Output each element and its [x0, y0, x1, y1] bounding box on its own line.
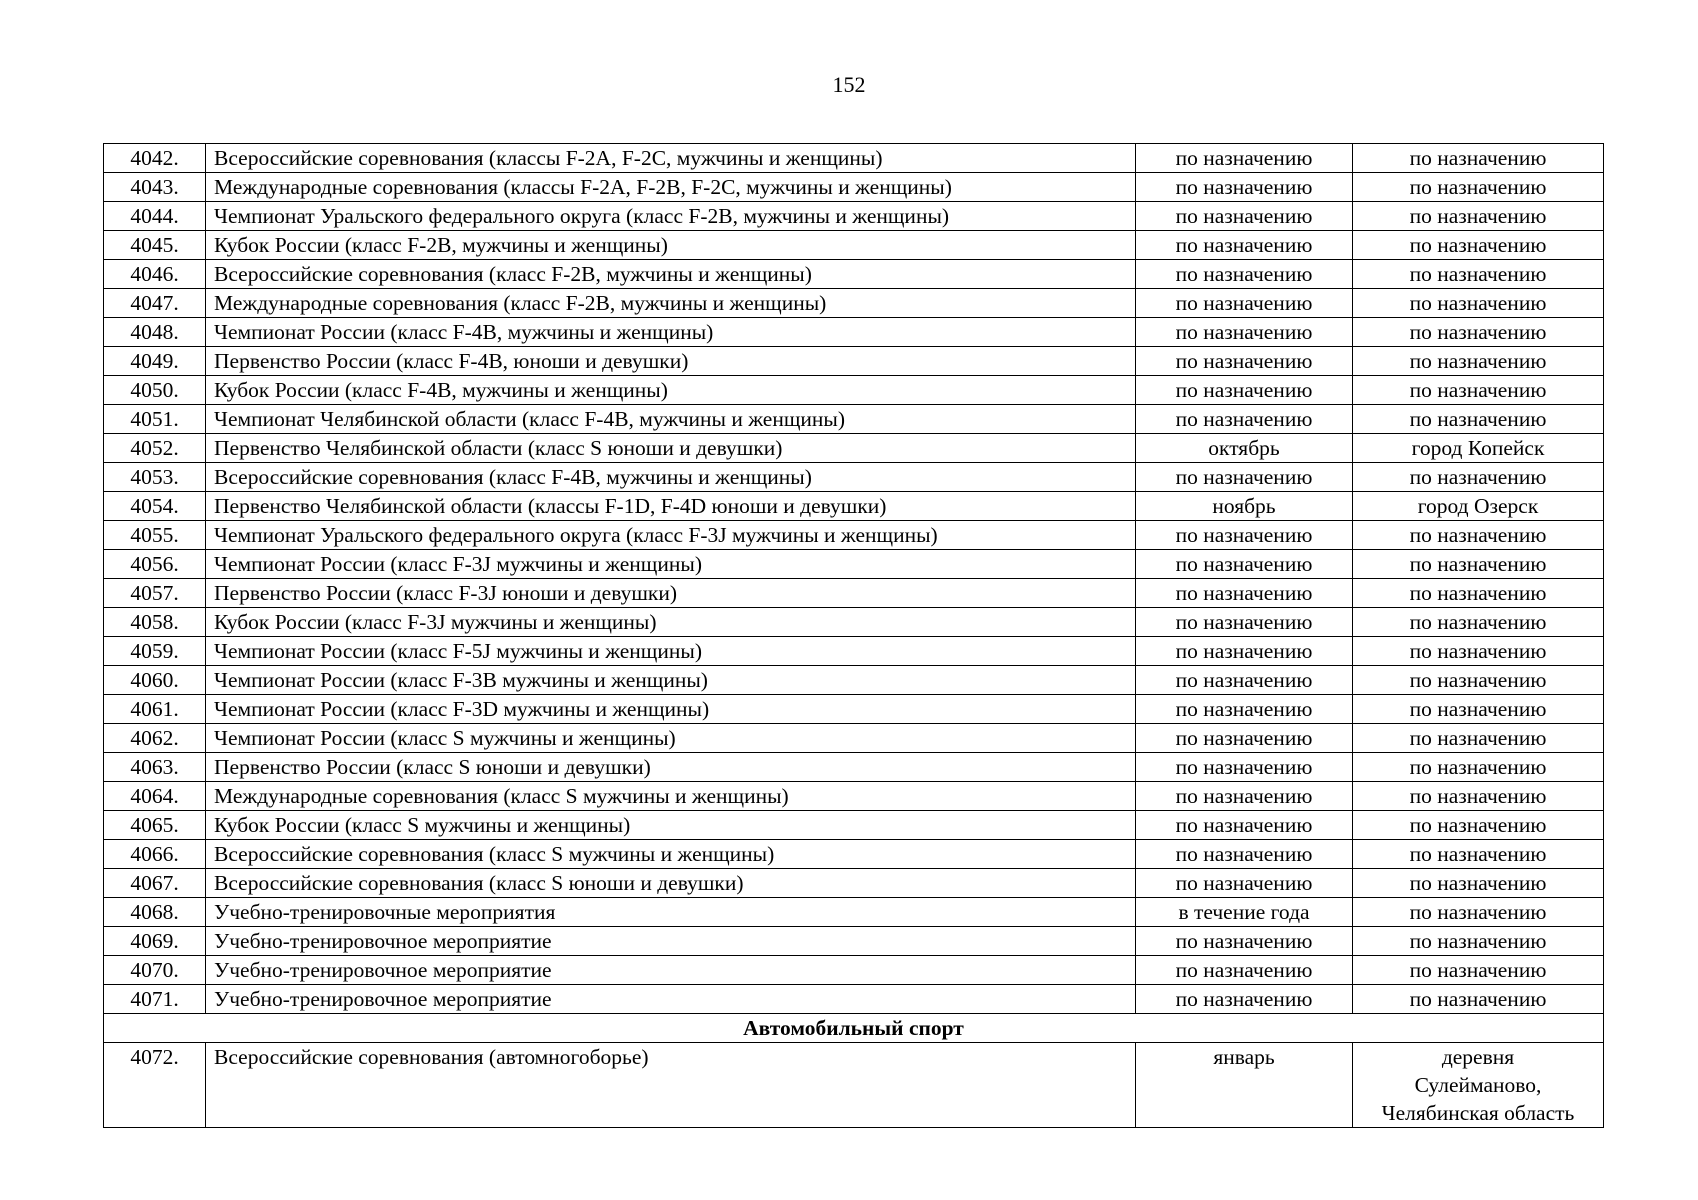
row-number: 4048. [104, 318, 206, 347]
event-place: по назначению [1353, 550, 1604, 579]
table-row [104, 579, 1604, 608]
row-number: 4046. [104, 260, 206, 289]
event-place: по назначению [1353, 521, 1604, 550]
event-name: Учебно-тренировочное мероприятие [206, 985, 1136, 1014]
event-date: по назначению [1136, 927, 1353, 956]
table-row [104, 260, 1604, 289]
event-date: по назначению [1136, 724, 1353, 753]
row-number: 4058. [104, 608, 206, 637]
event-place: по назначению [1353, 724, 1604, 753]
event-date: по назначению [1136, 985, 1353, 1014]
table-row [104, 637, 1604, 666]
row-number: 4054. [104, 492, 206, 521]
table-row [104, 434, 1604, 463]
event-date: по назначению [1136, 782, 1353, 811]
row-number: 4049. [104, 347, 206, 376]
table-row [104, 898, 1604, 927]
event-date: по назначению [1136, 637, 1353, 666]
row-number: 4053. [104, 463, 206, 492]
section-title: Автомобильный спорт [104, 1014, 1604, 1043]
event-name: Чемпионат Уральского федерального округа (класс F-3J мужчины и женщины) [206, 521, 1136, 550]
event-date: в течение года [1136, 898, 1353, 927]
event-date: по назначению [1136, 144, 1353, 173]
table-row [104, 927, 1604, 956]
row-number: 4062. [104, 724, 206, 753]
event-name: Чемпионат России (класс F-3J мужчины и женщины) [206, 550, 1136, 579]
table-row [104, 985, 1604, 1014]
event-date: по назначению [1136, 463, 1353, 492]
row-number: 4050. [104, 376, 206, 405]
event-place: город Копейск [1353, 434, 1604, 463]
section-body [104, 1014, 1604, 1128]
table-row [104, 231, 1604, 260]
event-date: по назначению [1136, 550, 1353, 579]
event-place: по назначению [1353, 608, 1604, 637]
event-name: Всероссийские соревнования (автомногоборье) [206, 1043, 1136, 1128]
row-number: 4059. [104, 637, 206, 666]
table-row [104, 550, 1604, 579]
table-row [104, 1043, 1604, 1128]
row-number: 4072. [104, 1043, 206, 1128]
event-place: по назначению [1353, 782, 1604, 811]
row-number: 4042. [104, 144, 206, 173]
row-number: 4047. [104, 289, 206, 318]
event-place: по назначению [1353, 347, 1604, 376]
event-name: Международные соревнования (класс F-2B, мужчины и женщины) [206, 289, 1136, 318]
event-name: Чемпионат России (класс F-3D мужчины и женщины) [206, 695, 1136, 724]
event-place: по назначению [1353, 405, 1604, 434]
table-row [104, 666, 1604, 695]
event-place: по назначению [1353, 695, 1604, 724]
row-number: 4060. [104, 666, 206, 695]
event-place: по назначению [1353, 898, 1604, 927]
event-name: Чемпионат России (класс F-3B мужчины и женщины) [206, 666, 1136, 695]
event-place-line: Челябинская область [1381, 1101, 1575, 1125]
event-date: по назначению [1136, 608, 1353, 637]
table-row [104, 202, 1604, 231]
row-number: 4055. [104, 521, 206, 550]
event-date: по назначению [1136, 347, 1353, 376]
table-row [104, 608, 1604, 637]
page-number: 152 [832, 72, 866, 97]
event-place: по назначению [1353, 376, 1604, 405]
section-header-row [104, 1014, 1604, 1043]
event-place: по назначению [1353, 985, 1604, 1014]
event-name: Первенство Челябинской области (класс S юноши и девушки) [206, 434, 1136, 463]
row-number: 4068. [104, 898, 206, 927]
event-place-line: деревня [1441, 1045, 1515, 1069]
row-number: 4064. [104, 782, 206, 811]
events-table [103, 143, 1604, 1128]
event-name: Учебно-тренировочное мероприятие [206, 927, 1136, 956]
event-name: Всероссийские соревнования (класс F-2B, мужчины и женщины) [206, 260, 1136, 289]
row-number: 4071. [104, 985, 206, 1014]
table-row [104, 840, 1604, 869]
table-row [104, 782, 1604, 811]
event-name: Первенство России (класс F-4B, юноши и девушки) [206, 347, 1136, 376]
event-date: по назначению [1136, 666, 1353, 695]
row-number: 4043. [104, 173, 206, 202]
event-name: Кубок России (класс F-4B, мужчины и женщины) [206, 376, 1136, 405]
row-number: 4052. [104, 434, 206, 463]
event-place: по назначению [1353, 579, 1604, 608]
event-date: по назначению [1136, 202, 1353, 231]
event-place: по назначению [1353, 869, 1604, 898]
table-row [104, 811, 1604, 840]
table-row [104, 753, 1604, 782]
table-row [104, 521, 1604, 550]
table-row [104, 144, 1604, 173]
event-date: по назначению [1136, 840, 1353, 869]
event-date: ноябрь [1136, 492, 1353, 521]
row-number: 4051. [104, 405, 206, 434]
event-place: по назначению [1353, 840, 1604, 869]
event-name: Всероссийские соревнования (класс S мужчины и женщины) [206, 840, 1136, 869]
event-name: Кубок России (класс F-3J мужчины и женщины) [206, 608, 1136, 637]
event-place: по назначению [1353, 463, 1604, 492]
event-date: октябрь [1136, 434, 1353, 463]
event-date: по назначению [1136, 811, 1353, 840]
table-row [104, 956, 1604, 985]
table-row [104, 405, 1604, 434]
event-place: по назначению [1353, 144, 1604, 173]
event-date: по назначению [1136, 260, 1353, 289]
table-row [104, 376, 1604, 405]
table-row [104, 289, 1604, 318]
event-date: по назначению [1136, 579, 1353, 608]
table-row [104, 347, 1604, 376]
event-name: Кубок России (класс F-2B, мужчины и женщины) [206, 231, 1136, 260]
event-place: по назначению [1353, 231, 1604, 260]
row-number: 4044. [104, 202, 206, 231]
event-name: Первенство России (класс F-3J юноши и девушки) [206, 579, 1136, 608]
event-date: по назначению [1136, 231, 1353, 260]
event-place: по назначению [1353, 202, 1604, 231]
row-number: 4067. [104, 869, 206, 898]
event-date: по назначению [1136, 376, 1353, 405]
event-place: город Озерск [1353, 492, 1604, 521]
event-name: Первенство Челябинской области (классы F-1D, F-4D юноши и девушки) [206, 492, 1136, 521]
events-table-body [104, 144, 1604, 1014]
table-row [104, 492, 1604, 521]
table-row [104, 695, 1604, 724]
event-date: по назначению [1136, 289, 1353, 318]
event-place: по назначению [1353, 927, 1604, 956]
table-row [104, 463, 1604, 492]
event-date: по назначению [1136, 405, 1353, 434]
row-number: 4063. [104, 753, 206, 782]
event-place: по назначению [1353, 637, 1604, 666]
event-date: по назначению [1136, 521, 1353, 550]
event-name: Первенство России (класс S юноши и девушки) [206, 753, 1136, 782]
event-name: Чемпионат России (класс F-4B, мужчины и женщины) [206, 318, 1136, 347]
event-date: по назначению [1136, 753, 1353, 782]
table-row [104, 173, 1604, 202]
row-number: 4069. [104, 927, 206, 956]
event-name: Международные соревнования (класс S мужчины и женщины) [206, 782, 1136, 811]
event-name: Международные соревнования (классы F-2A, F-2B, F-2C, мужчины и женщины) [206, 173, 1136, 202]
row-number: 4066. [104, 840, 206, 869]
event-date: по назначению [1136, 695, 1353, 724]
table-row [104, 318, 1604, 347]
row-number: 4045. [104, 231, 206, 260]
event-name: Чемпионат России (класс F-5J мужчины и женщины) [206, 637, 1136, 666]
event-place: по назначению [1353, 956, 1604, 985]
row-number: 4057. [104, 579, 206, 608]
event-date: январь [1136, 1043, 1353, 1128]
event-date: по назначению [1136, 318, 1353, 347]
event-place: по назначению [1353, 318, 1604, 347]
event-place [1353, 1043, 1604, 1128]
event-date: по назначению [1136, 173, 1353, 202]
event-name: Всероссийские соревнования (класс S юноши и девушки) [206, 869, 1136, 898]
table-row [104, 724, 1604, 753]
event-name: Учебно-тренировочные мероприятия [206, 898, 1136, 927]
event-name: Чемпионат России (класс S мужчины и женщины) [206, 724, 1136, 753]
event-name: Учебно-тренировочное мероприятие [206, 956, 1136, 985]
event-date: по назначению [1136, 956, 1353, 985]
event-place: по назначению [1353, 289, 1604, 318]
event-name: Всероссийские соревнования (классы F-2A, F-2C, мужчины и женщины) [206, 144, 1136, 173]
event-name: Кубок России (класс S мужчины и женщины) [206, 811, 1136, 840]
event-place: по назначению [1353, 753, 1604, 782]
row-number: 4065. [104, 811, 206, 840]
event-place: по назначению [1353, 260, 1604, 289]
row-number: 4061. [104, 695, 206, 724]
event-name: Чемпионат Уральского федерального округа (класс F-2B, мужчины и женщины) [206, 202, 1136, 231]
table-row [104, 869, 1604, 898]
row-number: 4056. [104, 550, 206, 579]
event-place: по назначению [1353, 173, 1604, 202]
row-number: 4070. [104, 956, 206, 985]
event-name: Чемпионат Челябинской области (класс F-4B, мужчины и женщины) [206, 405, 1136, 434]
event-place: по назначению [1353, 811, 1604, 840]
event-name: Всероссийские соревнования (класс F-4B, мужчины и женщины) [206, 463, 1136, 492]
event-place-line: Сулейманово, [1414, 1073, 1542, 1097]
event-place: по назначению [1353, 666, 1604, 695]
event-date: по назначению [1136, 869, 1353, 898]
